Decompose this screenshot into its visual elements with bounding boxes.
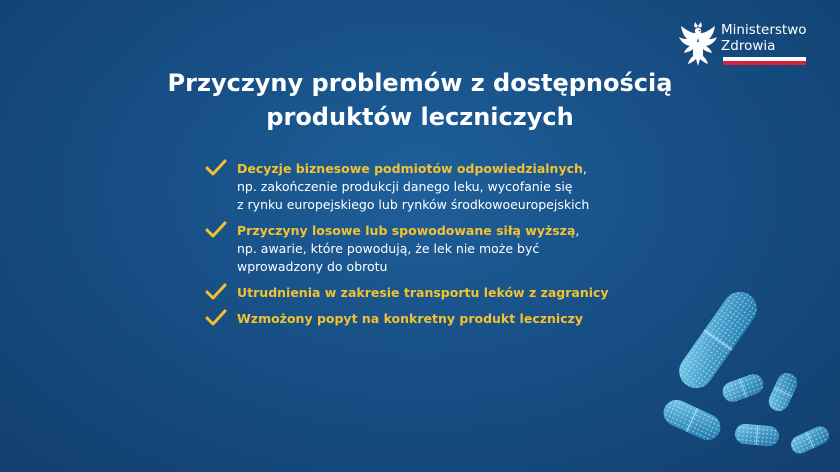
pills-illustration [640,280,840,472]
polish-flag-bar [723,57,806,65]
item-text: wprowadzony do obrotu [237,259,388,274]
item-text: np. awarie, które powodują, że lek nie może być [237,241,540,256]
item-highlight: Decyzje biznesowe podmiotów odpowiedzialnych [237,161,583,176]
logo-line-1: Ministerstwo [721,22,807,38]
page-title [0,66,840,134]
reasons-list [205,158,675,334]
list-item [205,158,675,214]
pill-small-3 [734,423,780,447]
pill-small-1 [720,371,766,404]
checkmark-icon [205,309,227,327]
logo-line-2: Zdrowia [721,38,776,54]
list-item [205,220,675,276]
list-item [205,282,675,302]
item-highlight: Utrudnienia w zakresie transportu leków z zagranicy [237,285,609,300]
title-line-1: Przyczyny problemów z dostępnością [167,69,673,97]
item-highlight: Wzmożony popyt na konkretny produkt leczniczy [237,311,584,326]
pill-small-2 [765,370,800,415]
item-highlight-suffix: , [582,161,587,176]
title-line-2: produktów leczniczych [266,103,574,131]
item-text: np. zakończenie produkcji danego leku, wycofanie się [237,179,573,194]
checkmark-icon [205,283,227,301]
checkmark-icon [205,221,227,239]
pill-small-4 [788,423,832,456]
checkmark-icon [205,159,227,177]
logo-text [721,22,807,54]
pill-medium [659,396,724,445]
eagle-emblem-icon [677,20,719,68]
item-highlight-suffix: , [575,223,580,238]
item-highlight: Przyczyny losowe lub spowodowane siłą wyższą [237,223,576,238]
list-item [205,308,675,328]
item-text: z rynku europejskiego lub rynków środkowoeuropejskich [237,197,590,212]
ministry-logo [677,20,817,70]
